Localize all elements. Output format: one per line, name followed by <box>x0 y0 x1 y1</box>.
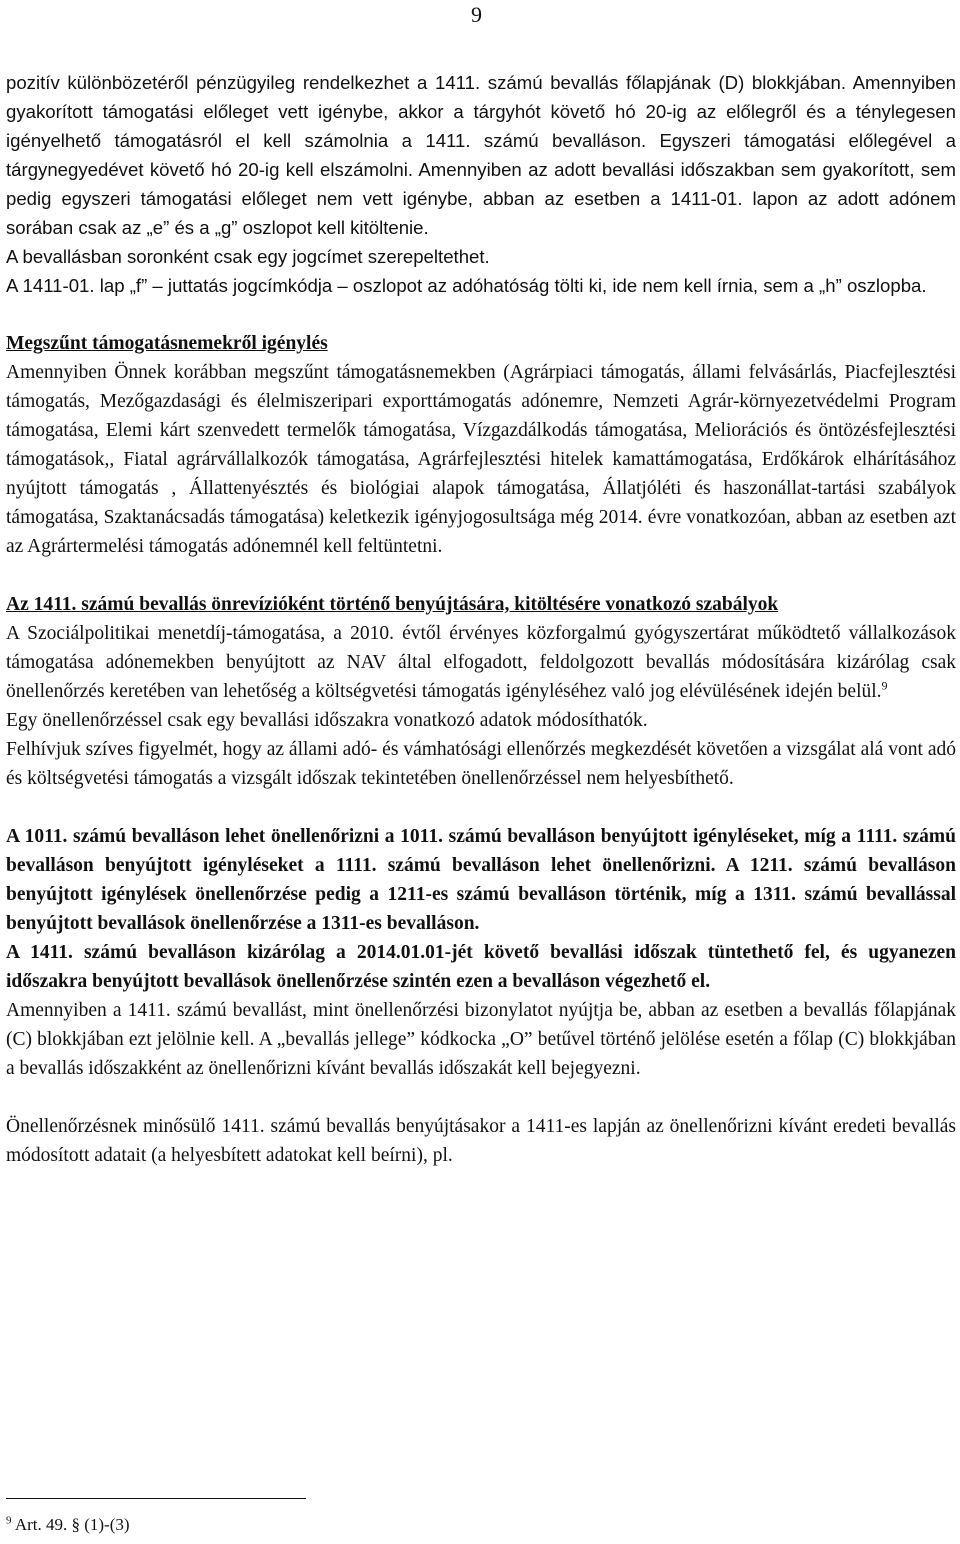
section-paragraph: Egy önellenőrzéssel csak egy bevallási időszakra vonatkozó adatok módosíthatók. <box>6 710 648 731</box>
footnote-text: Art. 49. § (1)-(3) <box>14 1515 130 1534</box>
section-discontinued-support <box>6 329 956 561</box>
footnote-number: 9 <box>6 1514 12 1527</box>
page-number: 9 <box>471 2 482 27</box>
bold-paragraph: A 1011. számú bevalláson lehet önellenőrizni a 1011. számú bevalláson benyújtott igényléseket, míg a 1111. számú bevalláson benyújtott igényléseket a 1111. számú bevalláson lehet önellenőrizni. A 1211. számú bevalláson benyújtott igénylések önellenőrzése pedig a 1211-es számú bevalláson történik, míg a 1311. számú bevallással benyújtott bevallások önellenőrzése a 1311-es bevalláson. <box>6 826 956 934</box>
paragraph-text: A Szociálpolitikai menetdíj-támogatása, a 2010. évtől érvényes közforgalmú gyógyszertárat működtető vállalkozások támogatása adónemekben benyújtott az NAV által elfogadott, feldolgozott bevallás módosítására kizárólag csak önellenőrzés keretében van lehetőség a költségvetési támogatás igényléséhez való jog elévülésének idején belül. <box>6 623 956 702</box>
section-paragraph: Amennyiben a 1411. számú bevallást, mint önellenőrzési bizonylatot nyújtja be, abban az esetben a bevallás főlapjának (C) blokkjában ezt jelölnie kell. A „bevallás jellege” kódkocka „O” betűvel történő jelölése esetén a főlap (C) blokkjában a bevallás időszakként az önellenőrizni kívánt bevallás időszakát kell bejegyezni. <box>6 1000 956 1079</box>
intro-block <box>6 68 956 300</box>
page-body <box>6 68 956 1170</box>
section-self-revision <box>6 590 956 1170</box>
section-paragraph <box>6 619 956 706</box>
footnote <box>6 1515 130 1535</box>
footnote-divider <box>6 1498 306 1499</box>
section-heading: Megszűnt támogatásnemekről igénylés <box>6 333 328 354</box>
intro-paragraph: pozitív különbözetéről pénzügyileg rendelkezhet a 1411. számú bevallás főlapjának (D) blokkjában. Amennyiben gyakorított támogatási előleget vett igénybe, akkor a tárgyhót követő hó 20-ig az előlegről és a ténylegesen igényelhető támogatásról el kell számolnia a 1411. számú bevalláson. Egyszeri támogatási előlegével a tárgynegyedévet követő hó 20-ig kell elszámolni. Amennyiben az adott bevallási időszakban sem gyakorított, sem pedig egyszeri támogatási előleget nem vett igénybe, abban az esetben a 1411-01. lapon az adott adónem sorában csak az „e” és a „g” oszlopot kell kitöltenie. <box>6 72 956 238</box>
section-paragraph: Önellenőrzésnek minősülő 1411. számú bevallás benyújtásakor a 1411-es lapján az önellenőrizni kívánt eredeti bevallás módosított adatait (a helyesbített adatokat kell beírni), pl. <box>6 1116 956 1166</box>
section-heading: Az 1411. számú bevallás önrevízióként történő benyújtására, kitöltésére vonatkozó szabályok <box>6 594 779 615</box>
intro-paragraph: A bevallásban soronként csak egy jogcímet szerepeltethet. <box>6 246 490 267</box>
section-paragraph: Amennyiben Önnek korábban megszűnt támogatásnemekben (Agrárpiaci támogatás, állami felvásárlás, Piacfejlesztési támogatás, Mezőgazdasági és élelmiszeripari exporttámogatás adónemre, Nemzeti Agrár-környezetvédelmi Program támogatása, Elemi kárt szenvedett termelők támogatása, Vízgazdálkodás támogatása, Meliorációs és öntözésfejlesztési támogatások,, Fiatal agrárvállalkozók támogatása, Agrárfejlesztési hitelek kamattámogatása, Erdőkárok elhárításához nyújtott támogatás , Állattenyésztés és biológiai alapok támogatása, Állatjóléti és haszonállat-tartási szabályok támogatása, Szaktanácsadás támogatása) keletkezik igényjogosultsága még 2014. évre vonatkozóan, abban az esetben azt az Agrártermelési támogatás adónemnél kell feltüntetni. <box>6 362 956 557</box>
section-paragraph: Felhívjuk szíves figyelmét, hogy az állami adó- és vámhatósági ellenőrzés megkezdését követően a vizsgálat alá vont adó és költségvetési támogatás a vizsgált időszak tekintetében önellenőrzéssel nem helyesbíthető. <box>6 739 956 789</box>
intro-paragraph: A 1411-01. lap „f” – juttatás jogcímkódja – oszlopot az adóhatóság tölti ki, ide nem kell írnia, sem a „h” oszlopba. <box>6 275 927 296</box>
bold-paragraph: A 1411. számú bevalláson kizárólag a 2014.01.01-jét követő bevallási időszak tüntethető fel, és ugyanezen időszakra benyújtott bevallások önellenőrzése szintén ezen a bevalláson végezhető el. <box>6 942 956 992</box>
footnote-reference: 9 <box>881 678 888 693</box>
